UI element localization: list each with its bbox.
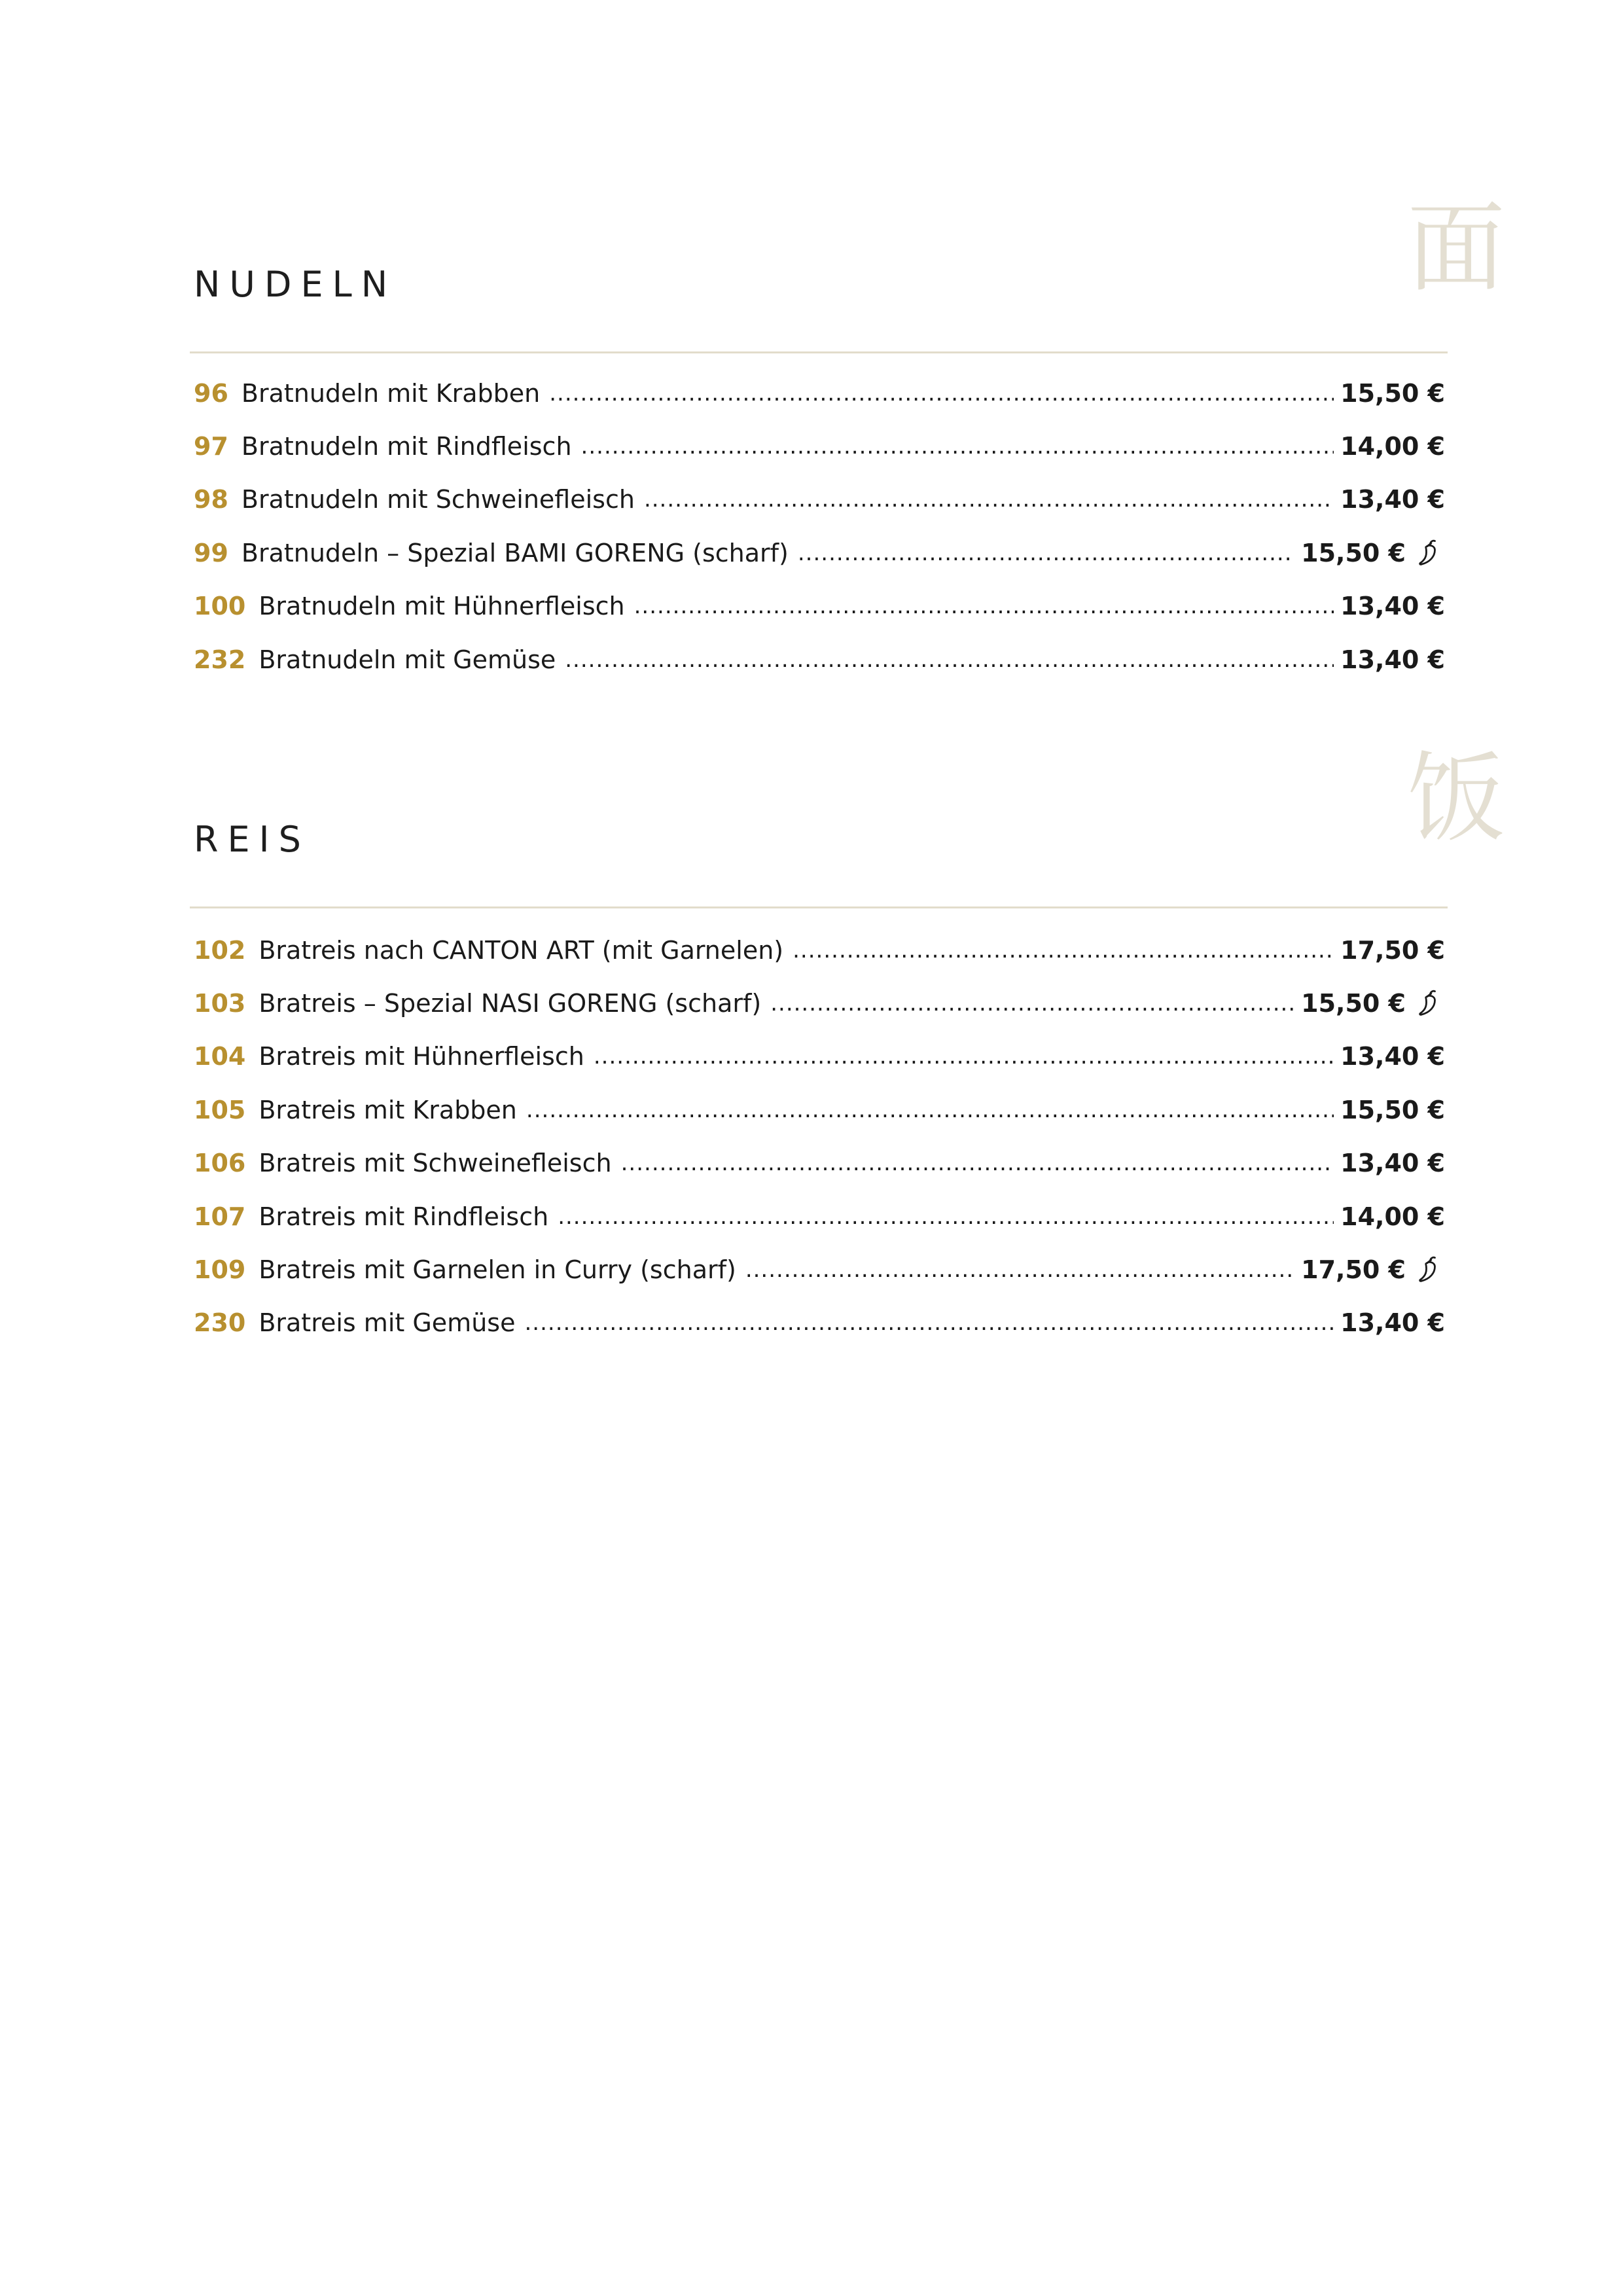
dot-leader: [549, 382, 1334, 404]
dot-leader: [793, 939, 1334, 961]
menu-item: [194, 633, 1445, 686]
menu-item: [194, 473, 1445, 526]
menu-item: [194, 1083, 1445, 1136]
item-number: 104: [194, 1042, 246, 1071]
item-name: Bratreis – Spezial NASI GORENG (scharf): [259, 989, 762, 1018]
item-price: 15,50 €: [1301, 989, 1406, 1018]
item-price: 13,40 €: [1340, 1042, 1445, 1071]
item-number: 103: [194, 989, 246, 1018]
item-number: 105: [194, 1095, 246, 1124]
dot-leader: [634, 595, 1334, 617]
item-price: 13,40 €: [1340, 1308, 1445, 1338]
dot-leader: [770, 992, 1294, 1014]
item-number: 99: [194, 538, 228, 567]
dot-leader: [565, 649, 1334, 671]
item-name: Bratreis nach CANTON ART (mit Garnelen): [259, 935, 784, 965]
dot-leader: [594, 1045, 1334, 1067]
menu-item: [194, 1243, 1445, 1296]
item-name: Bratnudeln mit Schweinefleisch: [241, 485, 635, 514]
item-name: Bratreis mit Krabben: [259, 1095, 517, 1124]
item-price: 13,40 €: [1340, 645, 1445, 674]
menu-item: [194, 924, 1445, 977]
item-price: 17,50 €: [1340, 935, 1445, 965]
item-name: Bratreis mit Hühnerfleisch: [259, 1042, 584, 1071]
item-name: Bratreis mit Gemüse: [259, 1308, 516, 1338]
item-number: 96: [194, 378, 228, 408]
item-name: Bratreis mit Schweinefleisch: [259, 1149, 612, 1178]
dot-leader: [581, 435, 1334, 457]
menu-list-nudeln: [194, 367, 1445, 686]
menu-item: [194, 1190, 1445, 1243]
menu-item: [194, 580, 1445, 633]
menu-list-reis: [194, 924, 1445, 1350]
item-number: 100: [194, 592, 246, 621]
item-number: 102: [194, 935, 246, 965]
item-price: 15,50 €: [1340, 1095, 1445, 1124]
menu-item: [194, 367, 1445, 420]
section-divider: [190, 906, 1448, 908]
item-price: 13,40 €: [1340, 1149, 1445, 1178]
menu-item: [194, 1137, 1445, 1190]
item-name: Bratnudeln mit Rindfleisch: [241, 432, 572, 461]
menu-item: [194, 526, 1445, 579]
item-number: 98: [194, 485, 228, 514]
dot-leader: [644, 488, 1334, 511]
dot-leader: [798, 542, 1294, 564]
item-name: Bratnudeln mit Gemüse: [259, 645, 556, 674]
item-price: 14,00 €: [1340, 432, 1445, 461]
item-number: 232: [194, 645, 246, 674]
item-price: 14,00 €: [1340, 1202, 1445, 1231]
menu-item: [194, 1297, 1445, 1350]
menu-item: [194, 420, 1445, 473]
item-name: Bratnudeln – Spezial BAMI GORENG (scharf): [241, 538, 789, 567]
item-name: Bratreis mit Garnelen in Curry (scharf): [259, 1255, 736, 1285]
item-price: 15,50 €: [1340, 378, 1445, 408]
item-name: Bratreis mit Rindfleisch: [259, 1202, 549, 1231]
item-price: 17,50 €: [1301, 1255, 1406, 1285]
menu-item: [194, 1030, 1445, 1083]
hanzi-noodle-glyph: 面: [1407, 192, 1506, 306]
chili-pepper-icon: [1412, 538, 1442, 568]
item-number: 109: [194, 1255, 246, 1285]
item-name: Bratnudeln mit Hühnerfleisch: [259, 592, 625, 621]
item-number: 97: [194, 432, 228, 461]
dot-leader: [524, 1312, 1334, 1334]
dot-leader: [621, 1152, 1334, 1174]
chili-pepper-icon: [1412, 988, 1442, 1018]
hanzi-rice-glyph: 饭: [1407, 742, 1506, 856]
menu-item: [194, 977, 1445, 1030]
chili-pepper-icon: [1412, 1255, 1442, 1285]
item-name: Bratnudeln mit Krabben: [241, 378, 541, 408]
item-price: 15,50 €: [1301, 538, 1406, 567]
item-number: 230: [194, 1308, 246, 1338]
dot-leader: [558, 1206, 1334, 1228]
section-title-reis: REIS: [194, 819, 310, 860]
section-title-nudeln: NUDELN: [194, 264, 397, 305]
dot-leader: [526, 1099, 1334, 1121]
item-price: 13,40 €: [1340, 485, 1445, 514]
dot-leader: [745, 1259, 1294, 1281]
section-divider: [190, 351, 1448, 353]
item-number: 106: [194, 1149, 246, 1178]
item-number: 107: [194, 1202, 246, 1231]
item-price: 13,40 €: [1340, 592, 1445, 621]
